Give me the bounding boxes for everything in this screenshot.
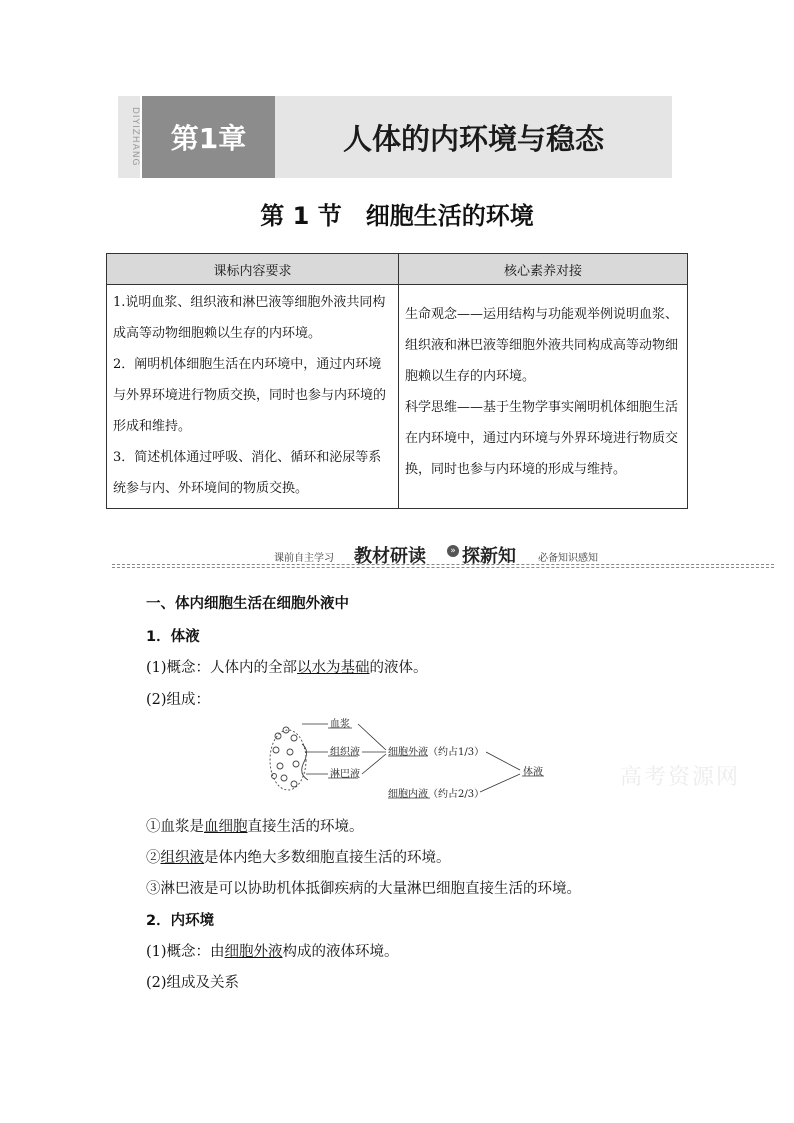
composition-label: (2)组成： xyxy=(146,692,211,708)
heading-1: 一、体内细胞生活在细胞外液中 xyxy=(146,596,349,612)
concept-body-fluid xyxy=(146,656,428,677)
text-span: 是体内绝大多数细胞直接生活的环境。 xyxy=(204,850,451,866)
composition-relation-label: (2)组成及关系 xyxy=(146,975,240,991)
label-intracellular-fluid: 细胞内液（约占2/3） xyxy=(388,789,485,800)
chapter-title: 人体的内环境与稳态 xyxy=(342,121,604,156)
label-extracellular-fluid: 细胞外液（约占1/3） xyxy=(388,747,485,758)
requirements-table xyxy=(106,253,688,509)
divider-line xyxy=(112,567,774,568)
chapter-title-box xyxy=(275,96,672,178)
body-fluid-diagram xyxy=(266,714,556,804)
divider-small-label-right: 必备知识感知 xyxy=(538,553,598,564)
underlined-term: 血细胞 xyxy=(204,819,248,835)
chapter-banner xyxy=(118,96,672,178)
divider-title-left: 教材研读 xyxy=(354,546,426,567)
chapter-number-box xyxy=(142,96,275,178)
standard-item: 1.说明血浆、组织液和淋巴液等细胞外液共同构成高等动物细胞赖以生存的内环境。 xyxy=(113,295,386,341)
tissue-fluid-item xyxy=(146,846,451,867)
competency-item: 生命观念——运用结构与功能观举例说明血浆、组织液和淋巴液等细胞外液共同构成高等动物细胞赖以生存的内环境。 xyxy=(405,307,679,384)
text-span: ② xyxy=(146,850,161,866)
standard-item: 2．阐明机体细胞生活在内环境中，通过内环境与外界环境进行物质交换，同时也参与内环境的形成和维持。 xyxy=(113,357,387,434)
divider-line xyxy=(112,564,774,565)
double-chevron-icon: » xyxy=(447,545,459,557)
competencies-cell xyxy=(399,285,688,509)
underlined-term: 组织液 xyxy=(160,850,204,866)
lymph-item: ③淋巴液是可以协助机体抵御疾病的大量淋巴细胞直接生活的环境。 xyxy=(146,881,581,897)
divider-small-label-left: 课前自主学习 xyxy=(274,553,334,564)
text-span: 直接生活的环境。 xyxy=(247,819,364,835)
label-lymph: 淋巴液 xyxy=(330,769,360,780)
section-divider xyxy=(112,542,774,572)
label-body-fluid: 体液 xyxy=(523,767,543,778)
label-plasma: 血浆 xyxy=(330,719,350,730)
underlined-term: 细胞外液 xyxy=(224,944,283,960)
subheading-body-fluid: 1．体液 xyxy=(146,629,200,645)
label-tissue-fluid: 组织液 xyxy=(330,747,360,758)
text-span: ①血浆是 xyxy=(146,819,204,835)
chapter-label: 第1章 xyxy=(170,122,247,155)
underlined-term: 以水为基础 xyxy=(297,660,370,676)
divider-title-right: 探新知 xyxy=(462,546,516,567)
side-pinyin-text: DIYIZHANG xyxy=(130,107,140,167)
text-span: 的液体。 xyxy=(369,660,428,676)
watermark: 高考资源网 xyxy=(620,765,741,790)
table-header-standards: 课标内容要求 xyxy=(107,254,399,285)
section-title: 第 1 节 细胞生活的环境 xyxy=(260,202,534,230)
standard-item: 3．简述机体通过呼吸、消化、循环和泌尿等系统参与内、外环境间的物质交换。 xyxy=(113,450,382,496)
concept-internal-environment xyxy=(146,940,399,961)
table-header-competencies: 核心素养对接 xyxy=(399,254,688,285)
text-span: 构成的液体环境。 xyxy=(282,944,399,960)
subheading-internal-environment: 2．内环境 xyxy=(146,913,215,929)
tissue-illustration xyxy=(270,727,308,790)
competency-item: 科学思维——基于生物学事实阐明机体细胞生活在内环境中，通过内环境与外界环境进行物质交换，同时也参与内环境的形成与维持。 xyxy=(405,400,679,477)
plasma-item xyxy=(146,815,364,836)
text-span: (1)概念：人体内的全部 xyxy=(146,660,298,676)
text-span: (1)概念：由 xyxy=(146,944,225,960)
standards-cell xyxy=(107,285,399,509)
